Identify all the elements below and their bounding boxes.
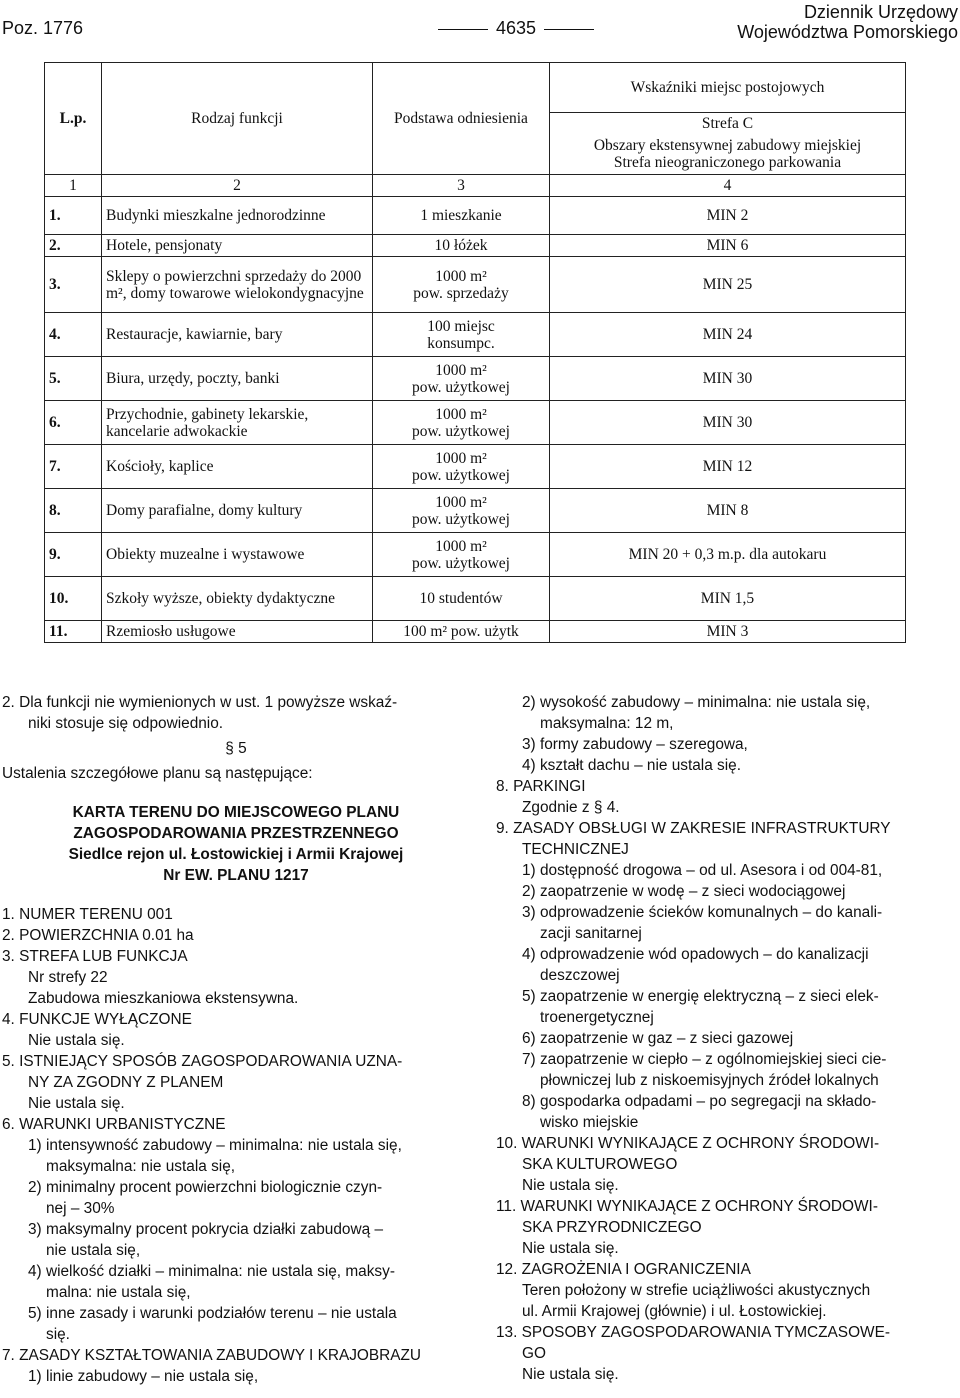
text-line: deszczowej [540, 967, 620, 984]
section-heading: SKA KULTUROWEGO [522, 1156, 678, 1173]
row-number: 6. [45, 401, 102, 445]
header-function: Rodzaj funkcji [102, 63, 373, 175]
text-line: troenergetycznej [540, 1009, 654, 1026]
row-function: Kościoły, kaplice [102, 445, 373, 489]
text-line: Zabudowa mieszkaniowa ekstensywna. [28, 990, 299, 1007]
table-row [45, 533, 906, 577]
text-line: 5) inne zasady i warunki podziałów terenu – nie ustala [28, 1305, 397, 1322]
row-indicator: MIN 3 [550, 621, 906, 643]
row-indicator: MIN 20 + 0,3 m.p. dla autokaru [550, 533, 906, 577]
row-indicator: MIN 30 [550, 357, 906, 401]
header-zone-desc-1: Obszary ekstensywnej zabudowy miejskiej [593, 137, 862, 155]
table-row [45, 235, 906, 257]
row-basis-unit: pow. użytkowej [411, 378, 510, 396]
text-line: 8) gospodarka odpadami – po segregacji na składo- [522, 1093, 877, 1110]
paragraph-number: § 5 [225, 740, 247, 757]
card-title-2: ZAGOSPODAROWANIA PRZESTRZENNEGO [73, 825, 399, 842]
header-zone: Strefa C [550, 113, 906, 135]
row-function: Restauracje, kawiarnie, bary [102, 313, 373, 357]
section-heading: 5. ISTNIEJĄCY SPOSÓB ZAGOSPODAROWANIA UZNA- [2, 1053, 403, 1070]
row-indicator: MIN 1,5 [550, 577, 906, 621]
row-indicator: MIN 24 [550, 313, 906, 357]
text-line: 7) zaopatrzenie w ciepło – z ogólnomiejskiej sieci cie- [522, 1051, 887, 1068]
table-row [45, 489, 906, 533]
row-number: 7. [45, 445, 102, 489]
text-line: nej – 30% [46, 1200, 115, 1217]
text-line: 1) dostępność drogowa – od ul. Asesora i od 004-81, [522, 862, 883, 879]
row-basis-unit: pow. użytkowej [411, 554, 510, 572]
journal-title-line2: Województwa Pomorskiego [737, 22, 958, 42]
row-basis-value: 100 miejsc [427, 317, 495, 335]
row-basis-value: 1000 m² [435, 361, 487, 379]
row-indicator: MIN 6 [550, 235, 906, 257]
text-line: 3) maksymalny procent pokrycia działki zabudową – [28, 1221, 383, 1238]
text-line: płowniczej lub z niskoemisyjnych źródeł lokalnych [540, 1072, 879, 1089]
row-basis-unit: pow. użytkowej [411, 466, 510, 484]
text-line: się. [46, 1326, 70, 1343]
text-line: 2) minimalny procent powierzchni biologicznie czyn- [28, 1179, 383, 1196]
row-basis [373, 445, 550, 489]
row-basis-unit: konsumpc. [427, 334, 495, 352]
text-line: 1) linie zabudowy – nie ustala się, [28, 1368, 259, 1385]
table-row [45, 621, 906, 643]
text-line: 6) zaopatrzenie w gaz – z sieci gazowej [522, 1030, 794, 1047]
row-indicator: MIN 12 [550, 445, 906, 489]
row-basis-value: 1 mieszkanie [420, 207, 502, 224]
section-heading: 6. WARUNKI URBANISTYCZNE [2, 1116, 226, 1133]
text-line: malna: nie ustala się, [46, 1284, 191, 1301]
section-heading: 7. ZASADY KSZTAŁTOWANIA ZABUDOWY I KRAJOBRAZU [2, 1347, 422, 1364]
text-line: 4) wielkość działki – minimalna: nie ustala się, maksy- [28, 1263, 395, 1280]
text-line: 5) zaopatrzenie w energię elektryczną – z sieci elek- [522, 988, 879, 1005]
row-number: 2. [45, 235, 102, 257]
row-number: 3. [45, 257, 102, 313]
text-line: Nie ustala się. [522, 1366, 619, 1383]
page-number [430, 18, 602, 38]
card-title-3: Siedlce rejon ul. Łostowickiej i Armii Krajowej [68, 846, 404, 863]
header-zone-desc [550, 135, 906, 175]
header-zone-desc-2: Strefa nieograniczonego parkowania [613, 154, 842, 172]
colnum-1: 1 [45, 175, 102, 197]
text-line: 3) odprowadzenie ścieków komunalnych – do kanali- [522, 904, 883, 921]
text-line: 2) wysokość zabudowy – minimalna: nie ustala się, [522, 694, 871, 711]
row-basis [373, 577, 550, 621]
section-heading: 13. SPOSOBY ZAGOSPODAROWANIA TYMCZASOWE- [496, 1324, 890, 1341]
row-function: Szkoły wyższe, obiekty dydaktyczne [102, 577, 373, 621]
row-basis [373, 621, 550, 643]
row-basis [373, 313, 550, 357]
row-function: Budynki mieszkalne jednorodzinne [102, 197, 373, 235]
row-basis-value: 10 studentów [419, 590, 503, 607]
text-line: ul. Armii Krajowej (głównie) i ul. Łostowickiej. [522, 1303, 827, 1320]
section-heading: 1. NUMER TERENU 001 [2, 906, 173, 923]
row-number: 4. [45, 313, 102, 357]
table-row [45, 313, 906, 357]
row-indicator: MIN 25 [550, 257, 906, 313]
row-basis [373, 357, 550, 401]
text-line: Nr strefy 22 [28, 969, 108, 986]
journal-title-line1: Dziennik Urzędowy [803, 2, 958, 22]
table-row [45, 401, 906, 445]
row-function: Obiekty muzealne i wystawowe [102, 533, 373, 577]
page-number-text: 4635 [496, 18, 537, 38]
section-heading: 10. WARUNKI WYNIKAJĄCE Z OCHRONY ŚRODOWI- [496, 1135, 880, 1152]
section-heading: 11. WARUNKI WYNIKAJĄCE Z OCHRONY ŚRODOWI- [496, 1198, 878, 1215]
section-heading: 8. PARKINGI [496, 778, 586, 795]
text-line: 4) kształt dachu – nie ustala się. [522, 757, 742, 774]
row-number: 1. [45, 197, 102, 235]
section-heading: 4. FUNKCJE WYŁĄCZONE [2, 1011, 192, 1028]
colnum-4: 4 [550, 175, 906, 197]
table-row [45, 197, 906, 235]
text-line: zacji sanitarnej [540, 925, 642, 942]
row-basis-unit: pow. użytkowej [411, 422, 510, 440]
row-function: Przychodnie, gabinety lekarskie, kancelarie adwokackie [102, 401, 373, 445]
section-heading: 9. ZASADY OBSŁUGI W ZAKRESIE INFRASTRUKTURY [496, 820, 891, 837]
text-line: nie ustala się, [46, 1242, 141, 1259]
row-basis-value: 1000 m² [435, 537, 487, 555]
section-heading: TECHNICZNEJ [522, 841, 629, 858]
text-line: 4) odprowadzenie wód opadowych – do kanalizacji [522, 946, 869, 963]
row-basis-value: 1000 m² [435, 267, 487, 285]
text-line: maksymalna: 12 m, [540, 715, 674, 732]
header-basis: Podstawa odniesienia [373, 63, 550, 175]
row-function: Hotele, pensjonaty [102, 235, 373, 257]
section-heading: NY ZA ZGODNY Z PLANEM [28, 1074, 224, 1091]
section-heading: 12. ZAGROŻENIA I OGRANICZENIA [496, 1261, 751, 1278]
row-basis-value: 10 łóżek [434, 237, 488, 254]
row-basis-unit: pow. użytkowej [411, 510, 510, 528]
colnum-3: 3 [373, 175, 550, 197]
row-basis [373, 197, 550, 235]
row-number: 10. [45, 577, 102, 621]
row-number: 9. [45, 533, 102, 577]
table-body [45, 197, 906, 643]
row-number: 8. [45, 489, 102, 533]
row-number: 11. [45, 621, 102, 643]
row-function: Sklepy o powierzchni sprzedaży do 2000 m², domy towarowe wielokondygnacyjne [102, 257, 373, 313]
row-basis-value: 100 m² pow. użytk [403, 623, 519, 640]
table-row [45, 257, 906, 313]
row-basis-unit: pow. sprzedaży [413, 284, 509, 302]
row-indicator: MIN 30 [550, 401, 906, 445]
row-basis-value: 1000 m² [435, 405, 487, 423]
text-line: Teren położony w strefie uciążliwości akustycznych [522, 1282, 871, 1299]
section-heading: 2. POWIERZCHNIA 0.01 ha [2, 927, 194, 944]
section-heading: SKA PRZYRODNICZEGO [522, 1219, 702, 1236]
row-basis [373, 489, 550, 533]
table-row [45, 445, 906, 489]
header-lp: L.p. [45, 63, 102, 175]
text-line: Nie ustala się. [28, 1032, 125, 1049]
card-title-4: Nr EW. PLANU 1217 [163, 867, 309, 884]
journal-title [737, 2, 958, 42]
text-line: Nie ustala się. [522, 1240, 619, 1257]
header-indicators: Wskaźniki miejsc postojowych [550, 63, 906, 113]
text-line: 1) intensywność zabudowy – minimalna: nie ustala się, [28, 1137, 402, 1154]
row-indicator: MIN 8 [550, 489, 906, 533]
right-column [496, 692, 958, 1385]
row-basis [373, 401, 550, 445]
row-basis [373, 257, 550, 313]
row-basis-value: 1000 m² [435, 493, 487, 511]
table-row [45, 357, 906, 401]
text-line: Nie ustala się. [28, 1095, 125, 1112]
row-basis [373, 235, 550, 257]
table-row [45, 577, 906, 621]
text-line: 2. Dla funkcji nie wymienionych w ust. 1 powyższe wskaź- [2, 694, 398, 711]
row-basis [373, 533, 550, 577]
section-heading: GO [522, 1345, 546, 1362]
table-row [45, 175, 906, 197]
colnum-2: 2 [102, 175, 373, 197]
text-line: Ustalenia szczegółowe planu są następujące: [2, 765, 313, 782]
text-line: Nie ustala się. [522, 1177, 619, 1194]
row-basis-value: 1000 m² [435, 449, 487, 467]
text-line: niki stosuje się odpowiednio. [28, 715, 224, 732]
row-indicator: MIN 2 [550, 197, 906, 235]
text-line: maksymalna: nie ustala się, [46, 1158, 236, 1175]
text-line: 3) formy zabudowy – szeregowa, [522, 736, 748, 753]
text-line: Zgodnie z § 4. [522, 799, 620, 816]
card-title-1: KARTA TERENU DO MIEJSCOWEGO PLANU [72, 804, 400, 821]
page-position: Poz. 1776 [2, 18, 84, 38]
row-function: Rzemiosło usługowe [102, 621, 373, 643]
left-column [2, 692, 470, 1387]
parking-table [44, 62, 906, 643]
text-line: 2) zaopatrzenie w wodę – z sieci wodociągowej [522, 883, 846, 900]
row-number: 5. [45, 357, 102, 401]
row-function: Domy parafialne, domy kultury [102, 489, 373, 533]
row-function: Biura, urzędy, poczty, banki [102, 357, 373, 401]
section-heading: 3. STREFA LUB FUNKCJA [2, 948, 188, 965]
text-line: wisko miejskie [540, 1114, 639, 1131]
